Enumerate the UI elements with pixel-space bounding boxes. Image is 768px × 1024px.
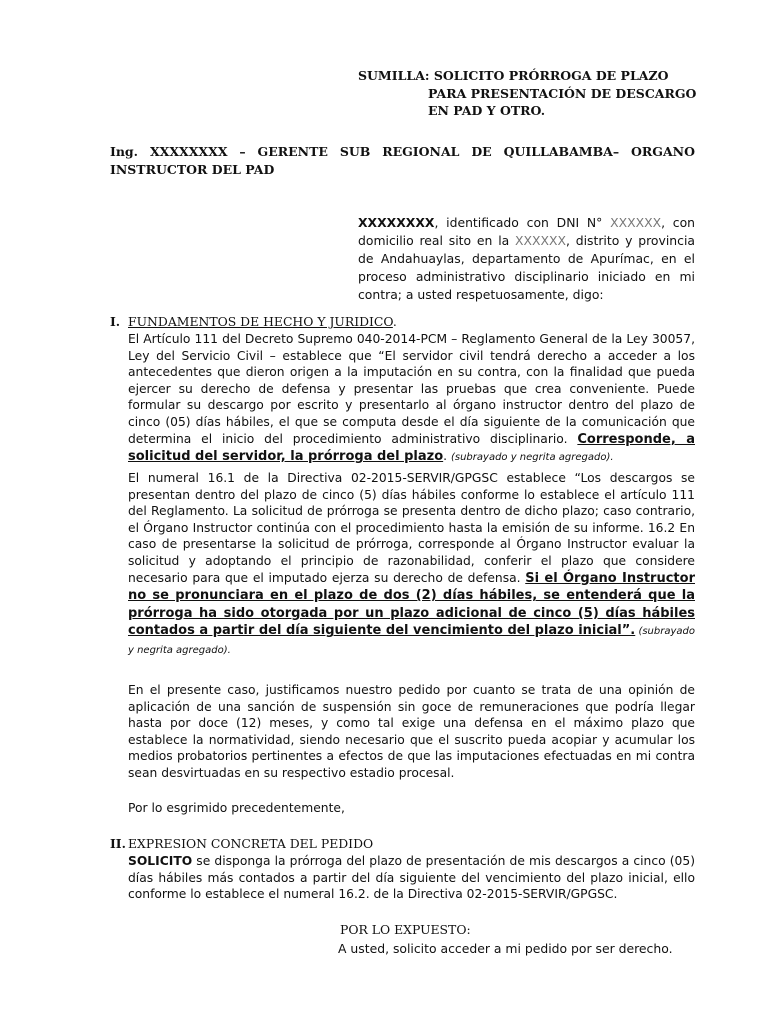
intro-paragraph: XXXXXXXX, identificado con DNI N° XXXXXX, con domicilio real sito en la XXXXXX, distrito y provincia de Andahuaylas, departamento de Apurímac, en el proceso administrativo disciplinario iniciado en mi contra; a usted respetuosamente, digo: — [358, 215, 696, 302]
emphasis-plazo-adicional: Si el Órgano Instructor no se pronunciara en el plazo de dos (2) días hábiles, se entenderá que la prórroga ha sido otorgada por un plazo adicional de cinco (5) días hábiles contados a partir del día siguiente del vencimiento del plazo inicial”. — [128, 570, 695, 639]
dni-value: XXXXXX — [610, 215, 662, 230]
section-1-paragraph-2: El numeral 16.1 de la Directiva 02-2015-SERVIR/GPGSC establece “Los descargos se presentan dentro del plazo de cinco (5) días hábiles conforme lo establece el artículo 111 del Reglamento. La solicitud de prórroga se presenta dentro de dicho plazo; caso contrario, el Órgano Instructor continúa con el procedimiento hasta la emisión de su informe. 16.2 En caso de presentarse la solicitud de prórroga, corresponde al Órgano Instructor evaluar la solicitud y adoptando el principio de razonabilidad, conferir el plazo que considere necesario para que el imputado ejerza su derecho de defensa. Si el Órgano Instructor no se pronunciara en el plazo de dos (2) días hábiles, se entenderá que la prórroga ha sido otorgada por un plazo adicional de cinco (5) días hábiles contados a partir del día siguiente del vencimiento del plazo inicial”. (subrayado y negrita agregado). — [128, 471, 695, 656]
applicant-name: XXXXXXXX — [358, 215, 435, 230]
section-1-paragraph-4: Por lo esgrimido precedentemente, — [128, 801, 345, 815]
emphasis-prorroga: Corresponde, a solicitud del servidor, la prórroga del plazo — [128, 431, 695, 465]
section-2-number: II. — [110, 836, 126, 851]
addressee — [110, 143, 695, 179]
closing-text: A usted, solicito acceder a mi pedido por ser derecho. — [338, 941, 673, 956]
domicilio-value: XXXXXX — [515, 233, 566, 248]
section-1-paragraph-3: En el presente caso, justificamos nuestro pedido por cuanto se trata de una opinión de aplicación de una sanción de suspensión sin goce de remuneraciones que podría llegar hasta por doce (12) meses, y como tal exige una defensa en el máximo plazo que establece la normatividad, siendo necesario que el suscrito pueda acopiar y acumular los medios probatorios pertinentes a efectos de que las imputaciones efectuadas en mi contra sean desvirtuadas en su respectivo estadio procesal. — [128, 683, 695, 780]
note-subrayado-2: (subrayado y negrita agregado). — [128, 626, 695, 656]
sumilla-line-3: EN PAD Y OTRO. — [428, 103, 546, 118]
section-1-heading: I. FUNDAMENTOS DE HECHO Y JURIDICO. — [110, 314, 397, 329]
closing-title: POR LO EXPUESTO: — [340, 922, 471, 937]
sumilla-label: SUMILLA: — [358, 68, 430, 83]
sumilla-block — [358, 67, 696, 120]
section-1-paragraph-1: El Artículo 111 del Decreto Supremo 040-2014-PCM – Reglamento General de la Ley 30057, Ley del Servicio Civil – establece que “El servidor civil tendrá derecho a acceder a los antecedentes que dieron origen a la imputación en su contra, con la finalidad que pueda ejercer su derecho de defensa y presentar las pruebas que crea conveniente. Puede formular su descargo por escrito y presentarlo al órgano instructor dentro del plazo de cinco (05) días hábiles, el que se computa desde el día siguiente de la comunicación que determina el inicio del procedimiento administrativo disciplinario. Corresponde, a solicitud del servidor, la prórroga del plazo. (subrayado y negrita agregado). — [128, 332, 695, 465]
addressee-prefix: Ing. — [110, 144, 139, 159]
addressee-text: XXXXXXXX – GERENTE SUB REGIONAL DE QUILLABAMBA– ORGANO INSTRUCTOR DEL PAD — [110, 144, 695, 177]
section-1-number: I. — [110, 314, 121, 329]
sumilla-line-1: SUMILLA: SOLICITO PRÓRROGA DE PLAZO — [358, 68, 669, 83]
note-subrayado-1: (subrayado y negrita agregado). — [450, 452, 614, 464]
section-2-heading — [110, 836, 373, 851]
solicito-label: SOLICITO — [128, 854, 193, 868]
sumilla-line-2: PARA PRESENTACIÓN DE DESCARGO — [428, 85, 697, 101]
section-1-title: FUNDAMENTOS DE HECHO Y JURIDICO — [128, 314, 393, 329]
section-2-title: EXPRESION CONCRETA DEL PEDIDO — [128, 836, 374, 851]
section-2-paragraph: SOLICITO se disponga la prórroga del plazo de presentación de mis descargos a cinco (05) días hábiles más contados a partir del día siguiente del vencimiento del plazo inicial, ello conforme lo establece el numeral 16.2. de la Directiva 02-2015-SERVIR/GPGSC. — [128, 854, 695, 902]
